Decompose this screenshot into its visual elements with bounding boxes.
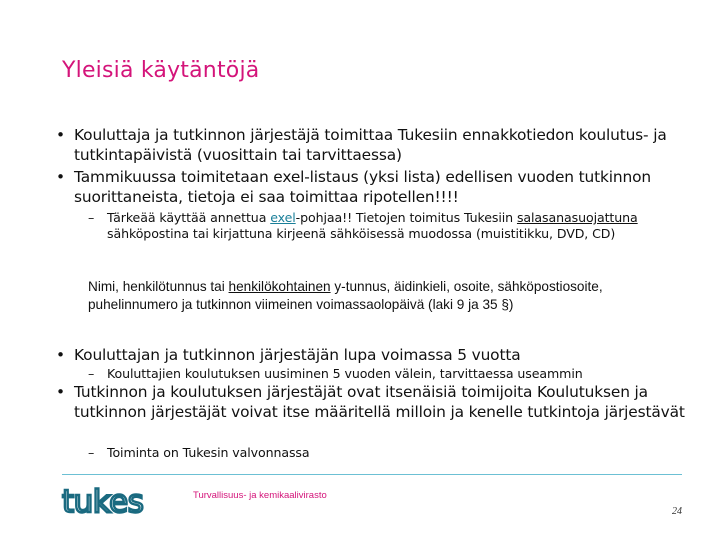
sub-bullet-dash: – — [88, 445, 95, 460]
bullet-item-3 — [56, 346, 696, 366]
page-number: 24 — [672, 506, 682, 517]
required-fields-paragraph — [88, 278, 692, 314]
bullet-dot: • — [56, 346, 65, 364]
text-run: Nimi, henkilötunnus tai — [88, 279, 229, 294]
bullet-text: Kouluttaja ja tutkinnon järjestäjä toimittaa Tukesiin ennakkotiedon koulutus- ja tutkintapäivistä (vuosittain tai tarvittaessa) — [74, 126, 667, 164]
bullet-text: Tammikuussa toimitetaan exel-listaus (yksi lista) edellisen vuoden tutkinnon suorittaneista, tietoja ei saa toimittaa ripotellen!!!! — [74, 168, 651, 206]
sub-bullet-2 — [88, 366, 688, 382]
bullet-item-4 — [56, 383, 696, 422]
bullet-dot: • — [56, 126, 65, 144]
slide-title: Yleisiä käytäntöjä — [62, 58, 260, 83]
text-run: sähköpostina tai kirjattuna kirjeenä sähköisessä muodossa (muistitikku, DVD, CD) — [107, 226, 616, 241]
bullet-item-1 — [56, 126, 696, 165]
text-run: y-tunnus, äidinkieli, osoite, sähköpostiosoite, puhelinnumero ja tutkinnon viimeinen voimassaolopäivä (laki 9 ja 35 §) — [88, 279, 603, 312]
bullet-dot: • — [56, 383, 65, 401]
sub-bullet-text: Toiminta on Tukesin valvonnassa — [107, 445, 310, 460]
sub-bullet-3 — [88, 445, 688, 461]
underlined-text: salasanasuojattuna — [516, 210, 638, 225]
tukes-logo — [60, 480, 160, 520]
bullet-text: Tutkinnon ja koulutuksen järjestäjät ovat itsenäisiä toimijoita Koulutuksen ja tutkinnon järjestäjät voivat itse määritellä milloin ja kenelle tutkintoja järjestävät — [74, 383, 685, 421]
sub-bullet-text: Kouluttajien koulutuksen uusiminen 5 vuoden välein, tarvittaessa useammin — [107, 366, 583, 381]
bullet-dot: • — [56, 168, 65, 186]
agency-name: Turvallisuus- ja kemikaalivirasto — [193, 490, 327, 501]
sub-bullet-dash: – — [88, 366, 95, 381]
sub-bullet-text — [107, 210, 688, 242]
exel-link[interactable]: exel — [270, 210, 296, 225]
text-run: -pohjaa!! Tietojen toimitus Tukesiin — [295, 210, 517, 225]
logo-text: tukes — [62, 484, 144, 520]
sub-bullet-1 — [88, 210, 688, 242]
footer-divider — [62, 474, 682, 475]
sub-bullet-dash: – — [88, 210, 95, 225]
bullet-item-2 — [56, 168, 696, 207]
text-run: Tärkeää käyttää annettua — [107, 210, 271, 225]
underlined-text: henkilökohtainen — [228, 279, 331, 294]
bullet-text: Kouluttajan ja tutkinnon järjestäjän lupa voimassa 5 vuotta — [74, 346, 521, 364]
